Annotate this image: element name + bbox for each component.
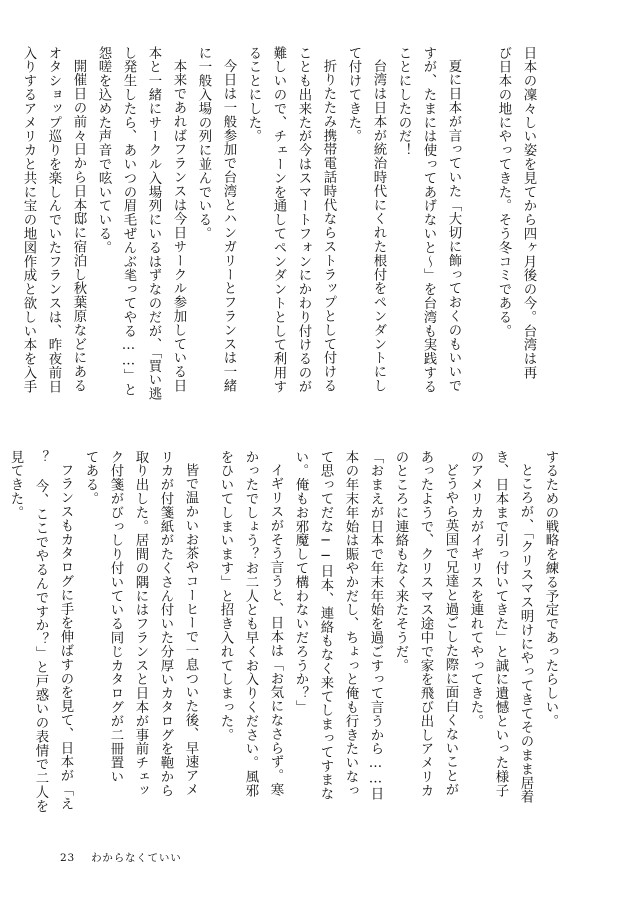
- text-line: 本来であればフランスは今日サークル参加している日: [171, 59, 186, 393]
- text-line: 今日は一般参加で台湾とハンガリーとフランスは一緒: [221, 59, 236, 393]
- page-footer: [60, 850, 194, 865]
- text-block-top-left: [21, 46, 266, 431]
- text-line: 折りたたみ携帯電話時代ならストラップとして付ける: [321, 59, 336, 393]
- text-line: ク付箋がびっしり付いている同じカタログが二冊置い: [108, 450, 123, 784]
- text-line: い。俺もお邪魔して構わないだろうか？」: [293, 450, 308, 715]
- text-line: 開催日の前々日から日本邸に宿泊し秋葉原などにある: [71, 59, 86, 393]
- text-line: てある。: [83, 450, 98, 506]
- page-number: 23: [60, 852, 75, 864]
- text-block-top-right: [246, 46, 541, 431]
- text-block-bottom-right: [218, 450, 563, 835]
- text-line: あったようで、クリスマス途中で家を飛び出しアメリカ: [418, 450, 433, 798]
- text-line: き、日本まで引っ付いてきた」と誠に遺憾といった様子: [493, 450, 508, 798]
- text-line: び日本の地にやってきた。そう冬コミである。: [496, 46, 511, 338]
- text-line: 本の年末年始は賑やかだし、ちょっと俺も行きたいなっ: [343, 450, 358, 798]
- text-line: するための戦略を練る予定であったらしい。: [543, 450, 558, 728]
- text-line: すが、たまには使ってあげないと〜」を台湾も実践する: [421, 46, 436, 394]
- text-line: て付けてきた。: [346, 46, 361, 144]
- text-line: のところに連絡もなく来たそうだ。: [393, 450, 408, 673]
- text-line: 本と一緒にサークル入場列にいるはずなのだが、「買い逃: [146, 46, 161, 401]
- text-line: をひいてしまいます」と招き入れてしまった。: [218, 450, 233, 742]
- text-line: リカが付箋紙がたくさん付いた分厚いカタログを鞄から: [158, 450, 173, 798]
- text-line: [203, 450, 228, 835]
- text-line: 「おまえが日本で年末年始を過ごすって言うから……日: [368, 450, 383, 801]
- text-line: [466, 46, 491, 431]
- text-line: 怨嗟を込めた声音で呟いている。: [96, 46, 111, 255]
- running-title: わからなくていい: [91, 852, 182, 864]
- text-line: ることにした。: [246, 46, 261, 144]
- text-line: 台湾は日本が統治時代にくれた根付をペンダントにし: [371, 59, 386, 393]
- text-line: 難しいので、チェーンを通してペンダントとして利用す: [271, 46, 286, 394]
- text-line: ことにしたのだ！: [396, 46, 411, 158]
- text-line: イギリスがそう言うと、日本は「お気になさらず。寒: [268, 463, 283, 797]
- text-line: かったでしょう？お二人とも早くお入りください。風邪: [243, 450, 258, 798]
- text-block-bottom-left: [8, 450, 228, 835]
- text-line: フランスもカタログに手を伸ばすのを見て、日本が「え: [58, 463, 73, 811]
- text-line: ところが、「クリスマス明けにやってきてそのまま居着: [518, 463, 533, 805]
- text-line: 日本の凜々しい姿を見てから四ヶ月後の今。台湾は再: [521, 46, 536, 380]
- text-line: ？ 今、ここでやるんですか？」と戸惑いの表情で二人を: [33, 450, 48, 813]
- text-line: 入りするアメリカと共に宝の地図作成と欲しい本を入手: [21, 46, 36, 394]
- text-line: し発生したら、あいつの眉毛ぜんぶ毟ってやる……」と: [121, 46, 136, 397]
- text-line: のアメリカがイギリスを連れてやってきた。: [468, 450, 483, 728]
- text-line: どうやら英国で兄達と過ごした際に面白くないことが: [443, 463, 458, 797]
- text-line: 皆で温かいお茶やコーヒーで一息ついた後、早速アメ: [183, 463, 198, 797]
- text-line: 取り出した。居間の隅にはフランスと日本が事前チェッ: [133, 450, 148, 798]
- text-line: [241, 46, 266, 431]
- text-line: 見てきた。: [8, 450, 23, 520]
- text-line: て思ってだな──日本、連絡もなく来てしまってすまな: [318, 450, 333, 801]
- text-line: に一般入場の列に並んでいる。: [196, 46, 211, 241]
- text-line: ことも出来たが今はスマートフォンにかわり付けるのが: [296, 46, 311, 394]
- text-line: オタショップ巡りを楽しんでいたフランスは、昨夜前日: [46, 46, 61, 394]
- text-line: 夏に日本が言っていた「大切に飾っておくのもいいで: [446, 59, 461, 393]
